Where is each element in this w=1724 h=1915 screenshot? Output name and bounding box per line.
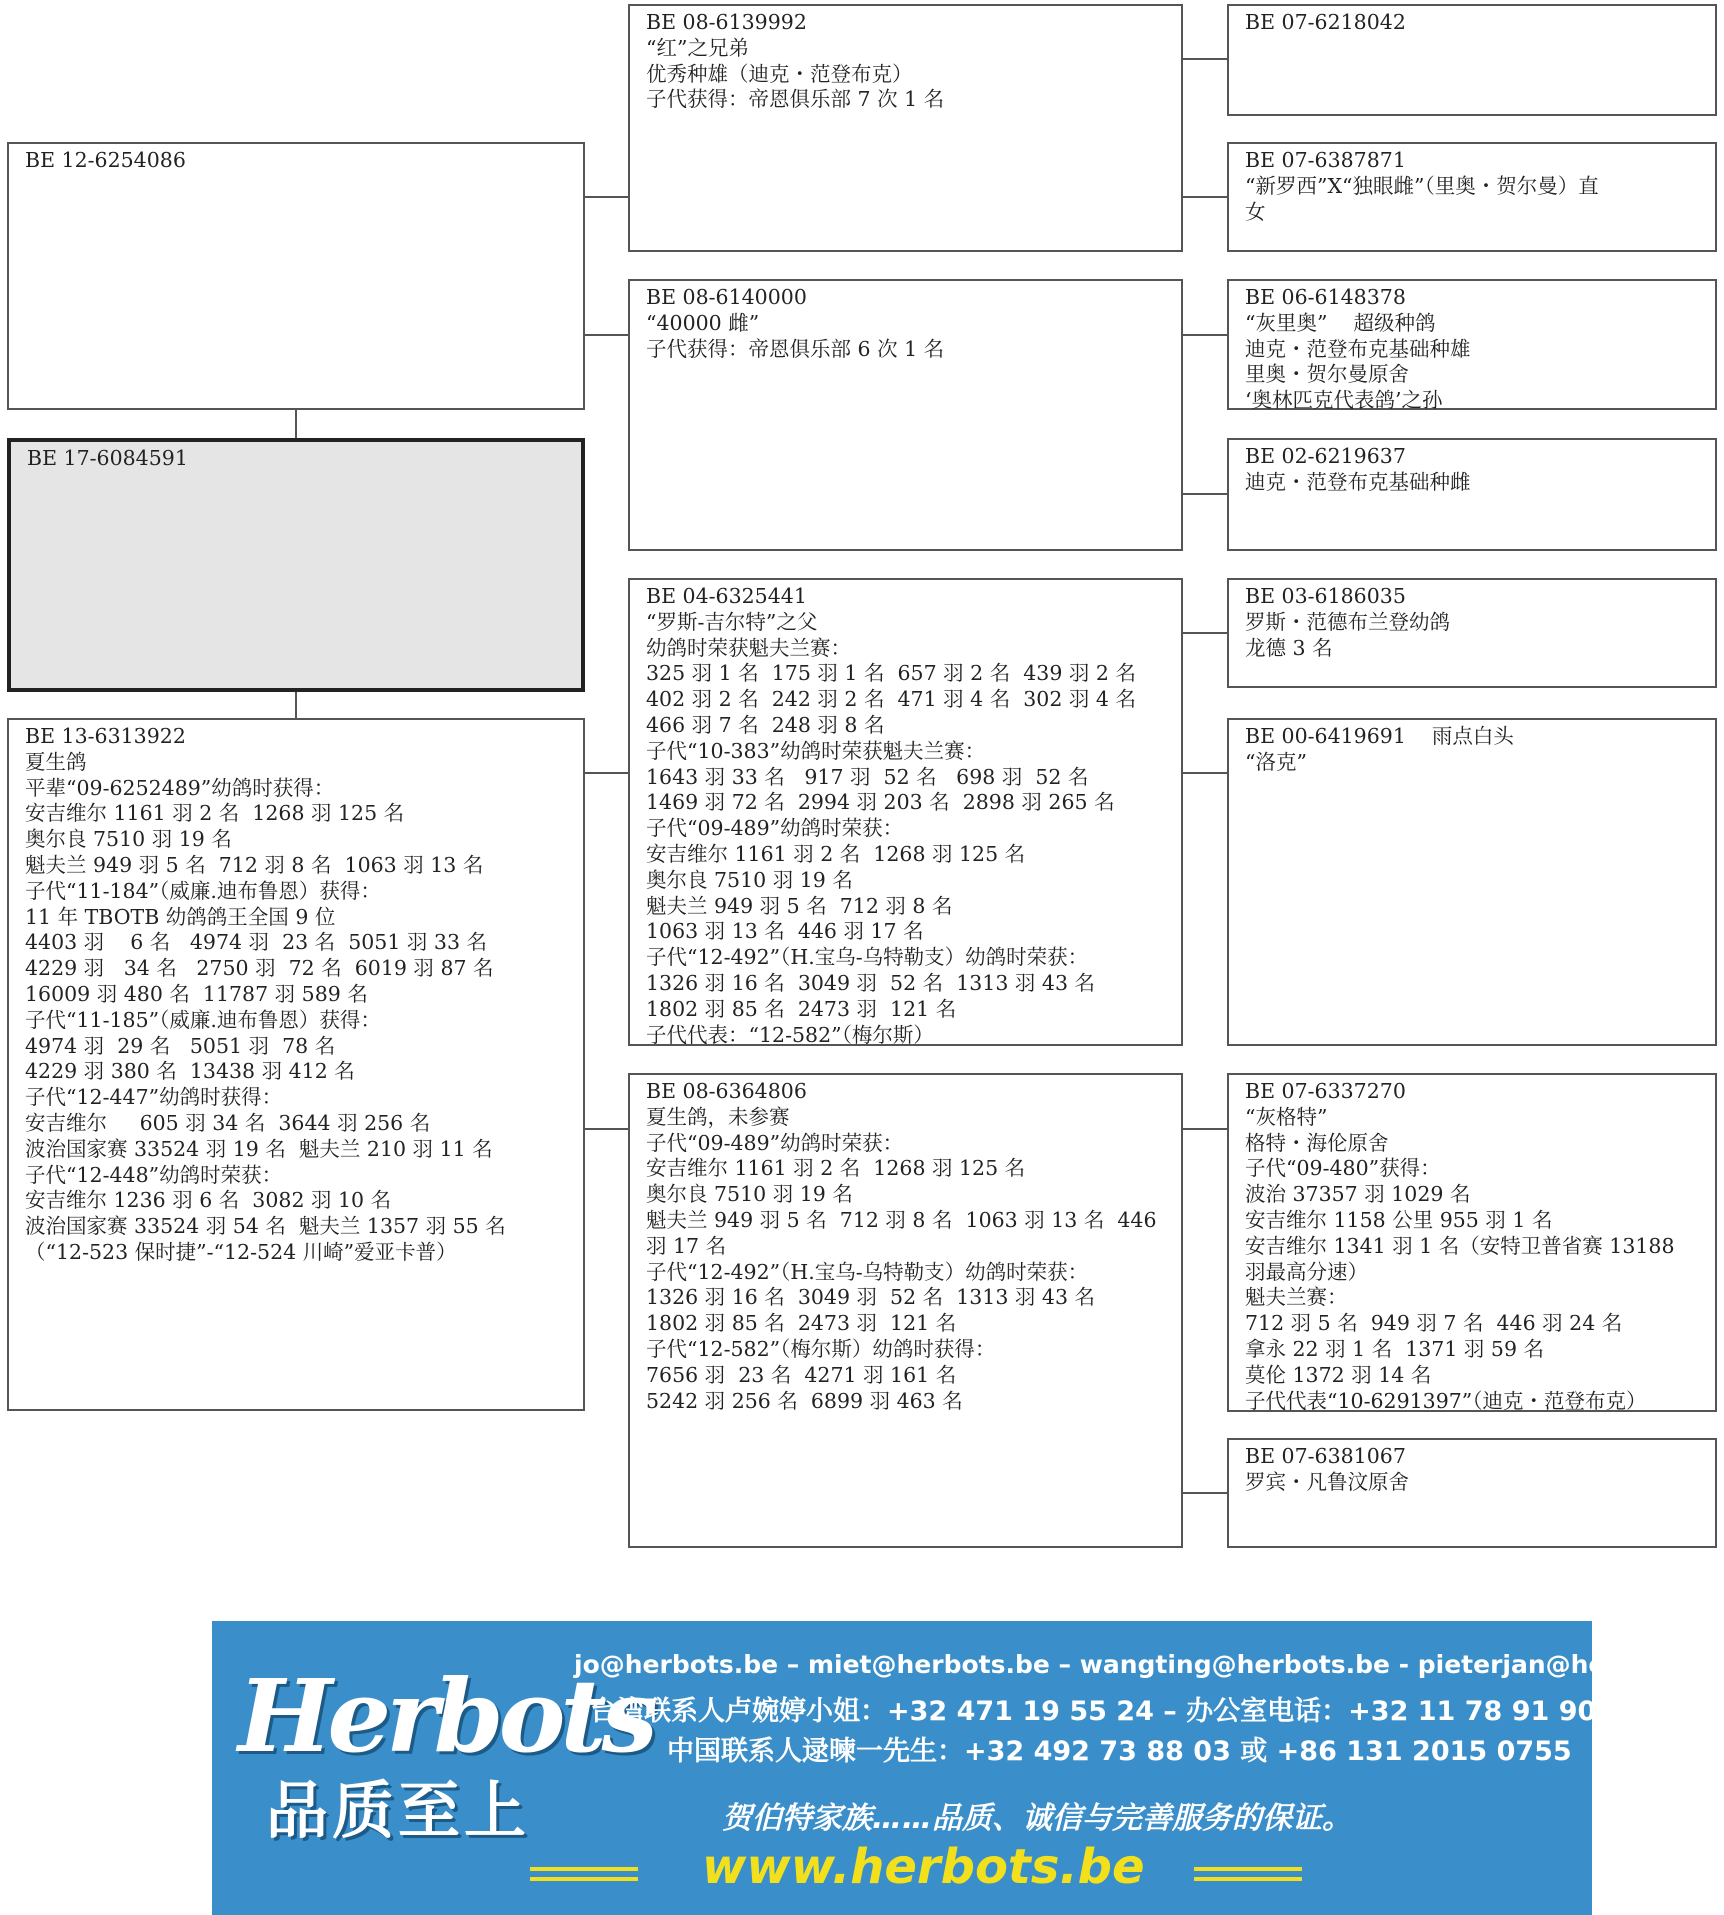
ring-number: BE 08-6140000 — [646, 285, 807, 309]
pedigree-text-line: 子代获得：帝恩俱乐部 7 次 1 名 — [646, 87, 945, 112]
ring-number: BE 17-6084591 — [27, 446, 188, 470]
pedigree-text-line: “红”之兄弟 — [646, 35, 749, 60]
divider-right — [1194, 1867, 1302, 1871]
pedigree-text-line: 子代“12-492”（H.宝乌-乌特勒支）幼鸽时荣获： — [646, 945, 1089, 970]
pedigree-text-line: 安吉维尔 1341 羽 1 名（安特卫普省赛 13188 — [1245, 1233, 1675, 1258]
ring-number: BE 02-6219637 — [1245, 444, 1406, 468]
pedigree-sire-sire — [628, 4, 1183, 252]
connector-line — [1183, 493, 1227, 495]
pedigree-text-line: 里奥・贺尔曼原舍 — [1245, 362, 1409, 387]
pedigree-g3-2 — [1227, 142, 1717, 252]
pedigree-text-line: 4403 羽 6 名 4974 羽 23 名 5051 羽 33 名 — [25, 930, 488, 955]
connector-line — [1183, 196, 1227, 198]
pedigree-text-line: 子代“10-383”幼鸽时荣获魁夫兰赛： — [646, 738, 986, 763]
connector-line — [1183, 632, 1227, 634]
pedigree-text-line: 子代“12-492”（H.宝乌-乌特勒支）幼鸽时荣获： — [646, 1259, 1089, 1284]
pedigree-text-line: 魁夫兰赛： — [1245, 1285, 1348, 1310]
pedigree-text-line: “灰里奥” 超级种鸽 — [1245, 310, 1436, 335]
pedigree-text-line: 子代“12-447”幼鸽时获得： — [25, 1085, 283, 1110]
ring-number: BE 07-6337270 — [1245, 1079, 1406, 1103]
pedigree-text-line: 安吉维尔 1158 公里 955 羽 1 名 — [1245, 1207, 1553, 1232]
ring-number: BE 12-6254086 — [25, 148, 186, 172]
pedigree-text-line: 罗宾・凡鲁汶原舍 — [1245, 1469, 1409, 1494]
pedigree-text-line: 子代“11-185”（威廉.迪布鲁恩）获得： — [25, 1007, 381, 1032]
pedigree-sire-dam — [628, 279, 1183, 551]
pedigree-text-line: 魁夫兰 949 羽 5 名 712 羽 8 名 1063 羽 13 名 — [25, 852, 484, 877]
contact-china: 中国联系人逯暕一先生：+32 492 73 88 03 或 +86 131 2015 0755 — [667, 1736, 1572, 1767]
ring-number: BE 06-6148378 — [1245, 285, 1406, 309]
pedigree-g3-6 — [1227, 718, 1717, 1046]
pedigree-text-line: （“12-523 保时捷”-“12-524 川崎”爱亚卡普） — [25, 1239, 457, 1264]
pedigree-text-line: 奥尔良 7510 羽 19 名 — [646, 867, 853, 892]
pedigree-text-line: 波治国家赛 33524 羽 54 名 魁夫兰 1357 羽 55 名 — [25, 1214, 506, 1239]
pedigree-text-line: 迪克・范登布克基础种雄 — [1245, 336, 1471, 361]
pedigree-text-line: 子代“11-184”（威廉.迪布鲁恩）获得： — [25, 878, 381, 903]
connector-line — [295, 692, 297, 718]
pedigree-text-line: 466 羽 7 名 248 羽 8 名 — [646, 712, 885, 737]
pedigree-text-line: 奥尔良 7510 羽 19 名 — [25, 827, 232, 852]
pedigree-text-line: 安吉维尔 1161 羽 2 名 1268 羽 125 名 — [25, 801, 405, 826]
pedigree-text-line: 4974 羽 29 名 5051 羽 78 名 — [25, 1033, 336, 1058]
pedigree-text-line: “新罗西”X“独眼雌”（里奥・贺尔曼）直 — [1245, 173, 1599, 198]
pedigree-text-line: 1326 羽 16 名 3049 羽 52 名 1313 羽 43 名 — [646, 1285, 1095, 1310]
pedigree-text-line: 魁夫兰 949 羽 5 名 712 羽 8 名 — [646, 893, 953, 918]
pedigree-text-line: 格特・海伦原舍 — [1245, 1130, 1389, 1155]
herbots-banner — [212, 1621, 1724, 1915]
connector-line — [1183, 772, 1227, 774]
ring-number: BE 03-6186035 — [1245, 584, 1406, 608]
pedigree-g3-8 — [1227, 1438, 1717, 1548]
pedigree-text-line: 子代“12-582”（梅尔斯）幼鸽时获得： — [646, 1336, 996, 1361]
connector-line — [585, 196, 628, 198]
pedigree-text-line: “罗斯-吉尔特”之父 — [646, 609, 818, 634]
connector-line — [585, 1128, 628, 1130]
pedigree-text-line: 712 羽 5 名 949 羽 7 名 446 羽 24 名 — [1245, 1311, 1623, 1336]
pedigree-text-line: 子代“09-489”幼鸽时荣获： — [646, 1130, 904, 1155]
pedigree-text-line: 莫伦 1372 羽 14 名 — [1245, 1362, 1432, 1387]
ring-number: BE 00-6419691 雨点白头 — [1245, 724, 1514, 748]
pedigree-g3-5 — [1227, 578, 1717, 688]
pedigree-text-line: 安吉维尔 1161 羽 2 名 1268 羽 125 名 — [646, 841, 1026, 866]
pedigree-text-line: 1326 羽 16 名 3049 羽 52 名 1313 羽 43 名 — [646, 970, 1095, 995]
pedigree-text-line: “洛克” — [1245, 749, 1307, 774]
pedigree-text-line: “40000 雌” — [646, 310, 760, 335]
connector-line — [295, 410, 297, 438]
pedigree-text-line: 1802 羽 85 名 2473 羽 121 名 — [646, 1311, 957, 1336]
pedigree-text-line: 波治国家赛 33524 羽 19 名 魁夫兰 210 羽 11 名 — [25, 1136, 493, 1161]
tagline: 贺伯特家族……品质、诚信与完善服务的保证。 — [722, 1801, 1352, 1836]
pedigree-text-line: 325 羽 1 名 175 羽 1 名 657 羽 2 名 439 羽 2 名 — [646, 661, 1136, 686]
divider-left — [530, 1867, 638, 1871]
pedigree-text-line: 龙德 3 名 — [1245, 635, 1333, 660]
pedigree-sire — [7, 142, 585, 410]
connector-line — [1183, 58, 1227, 60]
pedigree-text-line: 402 羽 2 名 242 羽 2 名 471 羽 4 名 302 羽 4 名 — [646, 687, 1136, 712]
connector-line — [585, 334, 628, 336]
pedigree-text-line: 夏生鸽，未参赛 — [646, 1104, 790, 1129]
pedigree-text-line: 子代代表：“12-582”（梅尔斯） — [646, 1022, 934, 1047]
pedigree-text-line: 羽最高分速） — [1245, 1259, 1368, 1284]
pedigree-text-line: 11 年 TBOTB 幼鸽鸽王全国 9 位 — [25, 904, 336, 929]
pedigree-text-line: 1643 羽 33 名 917 羽 52 名 698 羽 52 名 — [646, 764, 1089, 789]
connector-line — [1183, 334, 1227, 336]
pedigree-text-line: 子代获得：帝恩俱乐部 6 次 1 名 — [646, 336, 945, 361]
pedigree-text-line: 4229 羽 380 名 13438 羽 412 名 — [25, 1059, 355, 1084]
contact-taiwan: 台湾联系人卢婉婷小姐：+32 471 19 55 24 – 办公室电话：+32 11 78 91 90 — [590, 1696, 1597, 1727]
divider-right — [1194, 1877, 1302, 1881]
pedigree-text-line: ‘奥林匹克代表鸽’之孙 — [1245, 388, 1443, 413]
pedigree-g3-1 — [1227, 4, 1717, 116]
ring-number: BE 07-6381067 — [1245, 1444, 1406, 1468]
pedigree-dam — [7, 718, 585, 1411]
pedigree-text-line: 1802 羽 85 名 2473 羽 121 名 — [646, 996, 957, 1021]
pedigree-text-line: 迪克・范登布克基础种雌 — [1245, 469, 1471, 494]
pedigree-text-line: 4229 羽 34 名 2750 羽 72 名 6019 羽 87 名 — [25, 956, 494, 981]
pedigree-text-line: 罗斯・范德布兰登幼鸽 — [1245, 609, 1450, 634]
pedigree-text-line: 羽 17 名 — [646, 1233, 727, 1258]
pedigree-text-line: 7656 羽 23 名 4271 羽 161 名 — [646, 1362, 957, 1387]
pedigree-text-line: 奥尔良 7510 羽 19 名 — [646, 1182, 853, 1207]
herbots-logo: Herbots — [238, 1657, 653, 1775]
pedigree-text-line: 1063 羽 13 名 446 羽 17 名 — [646, 919, 924, 944]
ring-number: BE 08-6364806 — [646, 1079, 807, 1103]
pedigree-text-line: 子代“12-448”幼鸽时荣获： — [25, 1162, 283, 1187]
ring-number: BE 07-6218042 — [1245, 10, 1406, 34]
ring-number: BE 04-6325441 — [646, 584, 807, 608]
pedigree-text-line: “灰格特” — [1245, 1104, 1328, 1129]
pedigree-text-line: 安吉维尔 605 羽 34 名 3644 羽 256 名 — [25, 1110, 431, 1135]
pedigree-text-line: 平辈“09-6252489”幼鸽时获得： — [25, 775, 335, 800]
pedigree-text-line: 拿永 22 羽 1 名 1371 羽 59 名 — [1245, 1336, 1545, 1361]
pedigree-g3-3 — [1227, 279, 1717, 413]
pedigree-text-line: 幼鸽时荣获魁夫兰赛： — [646, 635, 851, 660]
pedigree-g3-7 — [1227, 1073, 1717, 1412]
ring-number: BE 13-6313922 — [25, 724, 186, 748]
slogan: 品质至上 — [266, 1774, 531, 1847]
pedigree-text-line: 夏生鸽 — [25, 749, 87, 774]
connector-line — [1183, 1128, 1227, 1130]
connector-line — [585, 772, 628, 774]
pedigree-text-line: 子代“09-489”幼鸽时荣获： — [646, 816, 904, 841]
pedigree-text-line: 安吉维尔 1161 羽 2 名 1268 羽 125 名 — [646, 1156, 1026, 1181]
pedigree-text-line: 5242 羽 256 名 6899 羽 463 名 — [646, 1388, 963, 1413]
pedigree-text-line: 魁夫兰 949 羽 5 名 712 羽 8 名 1063 羽 13 名 446 — [646, 1207, 1157, 1232]
pedigree-dam-dam — [628, 1073, 1183, 1548]
pedigree-text-line: 1469 羽 72 名 2994 羽 203 名 2898 羽 265 名 — [646, 790, 1115, 815]
pedigree-dam-sire — [628, 578, 1183, 1046]
pedigree-text-line: 优秀种雄（迪克・范登布克） — [646, 61, 913, 86]
pedigree-text-line: 安吉维尔 1236 羽 6 名 3082 羽 10 名 — [25, 1188, 392, 1213]
pedigree-text-line: 女 — [1245, 199, 1266, 224]
divider-left — [530, 1877, 638, 1881]
pedigree-g3-4 — [1227, 438, 1717, 551]
pedigree-subject — [7, 438, 585, 692]
contact-emails[interactable]: jo@herbots.be – miet@herbots.be – wangting@herbots.be - pieterjan@herbots.be — [574, 1650, 1724, 1679]
pedigree-text-line: 16009 羽 480 名 11787 羽 589 名 — [25, 981, 368, 1006]
connector-line — [1183, 1492, 1227, 1494]
website-link[interactable]: www.herbots.be — [702, 1839, 1145, 1895]
ring-number: BE 07-6387871 — [1245, 148, 1406, 172]
pedigree-text-line: 子代代表“10-6291397”（迪克・范登布克） — [1245, 1388, 1647, 1413]
ring-number: BE 08-6139992 — [646, 10, 807, 34]
pedigree-text-line: 波治 37357 羽 1029 名 — [1245, 1182, 1471, 1207]
pedigree-text-line: 子代“09-480”获得： — [1245, 1156, 1441, 1181]
